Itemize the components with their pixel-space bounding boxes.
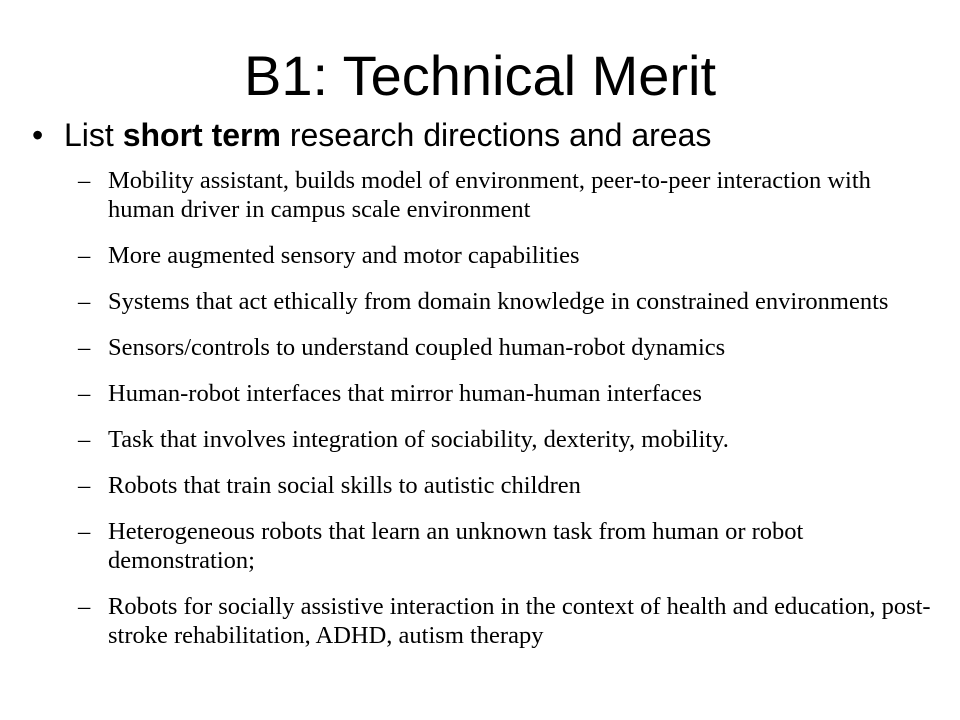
- sub-bullet-item: [78, 241, 938, 270]
- sub-bullet-item: [78, 166, 938, 224]
- sub-bullet-item: [78, 592, 938, 650]
- dash-icon: –: [78, 472, 91, 499]
- dash-icon: –: [78, 593, 91, 620]
- dash-icon: –: [78, 242, 91, 269]
- main-bullet-text-before: List: [64, 117, 123, 153]
- main-bullet-text-bold: short term: [122, 117, 281, 153]
- sub-bullet-text: Robots for socially assistive interaction in the context of health and education, post-stroke rehabilitation, ADHD, autism therapy: [108, 593, 931, 649]
- sub-bullet-item: [78, 425, 938, 454]
- sub-bullet-text: Heterogeneous robots that learn an unknown task from human or robot demonstration;: [108, 518, 804, 574]
- sub-bullet-text: Systems that act ethically from domain knowledge in constrained environments: [108, 288, 889, 315]
- dash-icon: –: [78, 167, 91, 194]
- sub-bullet-text: Human-robot interfaces that mirror human-human interfaces: [108, 380, 702, 407]
- sub-bullet-item: [78, 287, 938, 316]
- dash-icon: –: [78, 380, 91, 407]
- dash-icon: –: [78, 334, 91, 361]
- sub-bullet-text: Task that involves integration of sociability, dexterity, mobility.: [108, 426, 729, 453]
- sub-bullet-text: Mobility assistant, builds model of environment, peer-to-peer interaction with human driver in campus scale environment: [108, 167, 871, 223]
- sub-bullet-text: More augmented sensory and motor capabilities: [108, 242, 580, 269]
- sub-bullet-item: [78, 333, 938, 362]
- bullet-dot-icon: •: [32, 117, 44, 153]
- sub-bullet-list: [78, 166, 938, 667]
- main-bullet-text-after: research directions and areas: [280, 117, 712, 153]
- sub-bullet-item: [78, 471, 938, 500]
- dash-icon: –: [78, 288, 91, 315]
- slide-title: B1: Technical Merit: [243, 44, 717, 107]
- main-bullet: [32, 114, 932, 156]
- sub-bullet-item: [78, 517, 938, 575]
- dash-icon: –: [78, 518, 91, 545]
- sub-bullet-item: [78, 379, 938, 408]
- sub-bullet-text: Robots that train social skills to autistic children: [108, 472, 581, 499]
- sub-bullet-text: Sensors/controls to understand coupled human-robot dynamics: [108, 334, 726, 361]
- dash-icon: –: [78, 426, 91, 453]
